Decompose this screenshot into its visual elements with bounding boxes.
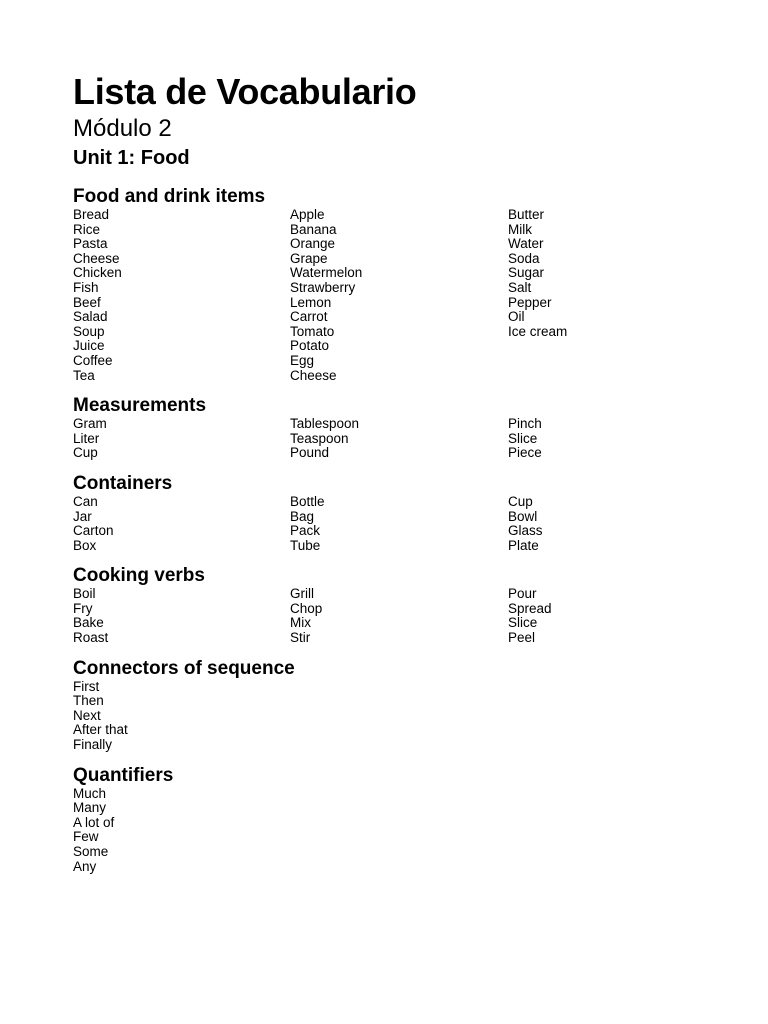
vocabulary-word: Cheese xyxy=(290,367,337,383)
document-title: Lista de Vocabulario xyxy=(73,71,417,112)
vocabulary-word: Mix xyxy=(290,615,311,631)
word-column xyxy=(508,587,713,645)
vocabulary-word: Oil xyxy=(508,309,525,325)
document-subtitle: Módulo 2 xyxy=(73,115,172,142)
word-column xyxy=(508,417,713,461)
vocabulary-word: Bowl xyxy=(508,508,538,524)
vocabulary-word: Tablespoon xyxy=(290,416,360,432)
word-grid xyxy=(73,587,713,645)
vocabulary-word: Teaspoon xyxy=(290,430,349,446)
vocabulary-section xyxy=(73,473,713,553)
vocabulary-word: Banana xyxy=(290,221,337,237)
section-heading: Containers xyxy=(73,472,173,494)
vocabulary-word: Carton xyxy=(73,523,114,539)
vocabulary-word: Tomato xyxy=(290,323,335,339)
word-column xyxy=(508,495,713,553)
word-grid xyxy=(73,495,713,553)
vocabulary-word: Tea xyxy=(73,367,95,383)
vocabulary-word: Pinch xyxy=(508,416,542,432)
word-column xyxy=(73,587,290,645)
vocabulary-word: Coffee xyxy=(73,352,113,368)
vocabulary-word: A lot of xyxy=(73,814,115,830)
vocabulary-word: Grape xyxy=(290,250,328,266)
vocabulary-word: Pepper xyxy=(508,294,552,310)
vocabulary-word: Orange xyxy=(290,236,336,252)
vocabulary-word: Slice xyxy=(508,430,538,446)
vocabulary-word: Egg xyxy=(290,352,315,368)
vocabulary-word: Piece xyxy=(508,445,542,461)
vocabulary-section xyxy=(73,186,713,383)
section-heading: Food and drink items xyxy=(73,186,266,207)
vocabulary-word: Watermelon xyxy=(290,265,363,281)
vocabulary-word: Cup xyxy=(73,445,98,461)
vocabulary-word: Salad xyxy=(73,309,108,325)
vocabulary-word: Then xyxy=(73,693,104,709)
vocabulary-word: Fry xyxy=(73,600,93,616)
word-column xyxy=(73,208,290,383)
vocabulary-word: Potato xyxy=(290,338,330,354)
vocabulary-word: Carrot xyxy=(290,309,328,325)
vocabulary-word: Fish xyxy=(73,279,99,295)
vocabulary-word: Milk xyxy=(508,221,532,237)
vocabulary-word: Pour xyxy=(508,586,537,602)
vocabulary-word: Gram xyxy=(73,416,107,432)
vocabulary-section xyxy=(73,765,713,875)
vocabulary-word: Roast xyxy=(73,630,109,646)
word-grid xyxy=(73,680,713,753)
vocabulary-word: Tube xyxy=(290,537,321,553)
vocabulary-word: Sugar xyxy=(508,265,545,281)
vocabulary-word: Cheese xyxy=(73,250,120,266)
vocabulary-word: Bag xyxy=(290,508,315,524)
vocabulary-word: Juice xyxy=(73,338,105,354)
vocabulary-word: First xyxy=(73,678,100,694)
vocabulary-word: Cup xyxy=(508,493,533,509)
vocabulary-word: Chop xyxy=(290,600,323,616)
vocabulary-word: Grill xyxy=(290,586,314,602)
vocabulary-word: Few xyxy=(73,829,99,845)
word-column xyxy=(73,680,290,753)
vocabulary-word: Pack xyxy=(290,523,321,539)
vocabulary-word: Boil xyxy=(73,586,96,602)
vocabulary-word: Chicken xyxy=(73,265,122,281)
vocabulary-word: Salt xyxy=(508,279,532,295)
vocabulary-page xyxy=(73,70,713,886)
vocabulary-word: Lemon xyxy=(290,294,332,310)
word-column xyxy=(73,787,290,875)
vocabulary-word: Can xyxy=(73,493,98,509)
vocabulary-word: Next xyxy=(73,707,101,723)
vocabulary-word: Peel xyxy=(508,630,536,646)
word-column xyxy=(508,208,713,383)
vocabulary-word: Many xyxy=(73,800,107,816)
vocabulary-word: Bake xyxy=(73,615,104,631)
vocabulary-word: Butter xyxy=(508,207,545,222)
vocabulary-word: Plate xyxy=(508,537,539,553)
word-column xyxy=(73,417,290,461)
vocabulary-word: Spread xyxy=(508,600,552,616)
vocabulary-word: Ice cream xyxy=(508,323,568,339)
word-grid xyxy=(73,208,713,383)
section-heading: Cooking verbs xyxy=(73,565,205,587)
vocabulary-word: Glass xyxy=(508,523,543,539)
vocabulary-word: Soup xyxy=(73,323,105,339)
vocabulary-word: Apple xyxy=(290,207,325,222)
word-grid xyxy=(73,417,713,461)
vocabulary-word: Pasta xyxy=(73,236,108,252)
word-column xyxy=(290,417,508,461)
vocabulary-word: Water xyxy=(508,236,544,252)
vocabulary-word: Finally xyxy=(73,737,113,753)
word-column xyxy=(290,208,508,383)
vocabulary-word: Rice xyxy=(73,221,101,237)
vocabulary-word: Strawberry xyxy=(290,279,356,295)
vocabulary-section xyxy=(73,658,713,753)
vocabulary-section xyxy=(73,565,713,645)
vocabulary-word: Beef xyxy=(73,294,101,310)
vocabulary-word: Pound xyxy=(290,445,330,461)
section-heading: Quantifiers xyxy=(73,764,174,786)
vocabulary-word: Box xyxy=(73,537,97,553)
word-grid xyxy=(73,787,713,875)
vocabulary-word: Bread xyxy=(73,207,110,222)
word-column xyxy=(290,495,508,553)
unit-heading: Unit 1: Food xyxy=(73,147,190,169)
section-heading: Measurements xyxy=(73,395,207,417)
vocabulary-sections xyxy=(73,186,713,874)
vocabulary-word: Slice xyxy=(508,615,538,631)
vocabulary-word: Jar xyxy=(73,508,92,524)
vocabulary-word: Soda xyxy=(508,250,540,266)
vocabulary-section xyxy=(73,395,713,461)
vocabulary-word: Liter xyxy=(73,430,100,446)
vocabulary-word: Stir xyxy=(290,630,311,646)
vocabulary-word: Some xyxy=(73,844,109,859)
vocabulary-word: Any xyxy=(73,858,97,874)
vocabulary-word: Much xyxy=(73,785,107,801)
section-heading: Connectors of sequence xyxy=(73,657,295,679)
word-column xyxy=(73,495,290,553)
word-column xyxy=(290,587,508,645)
vocabulary-word: Bottle xyxy=(290,493,325,509)
vocabulary-word: After that xyxy=(73,722,128,738)
